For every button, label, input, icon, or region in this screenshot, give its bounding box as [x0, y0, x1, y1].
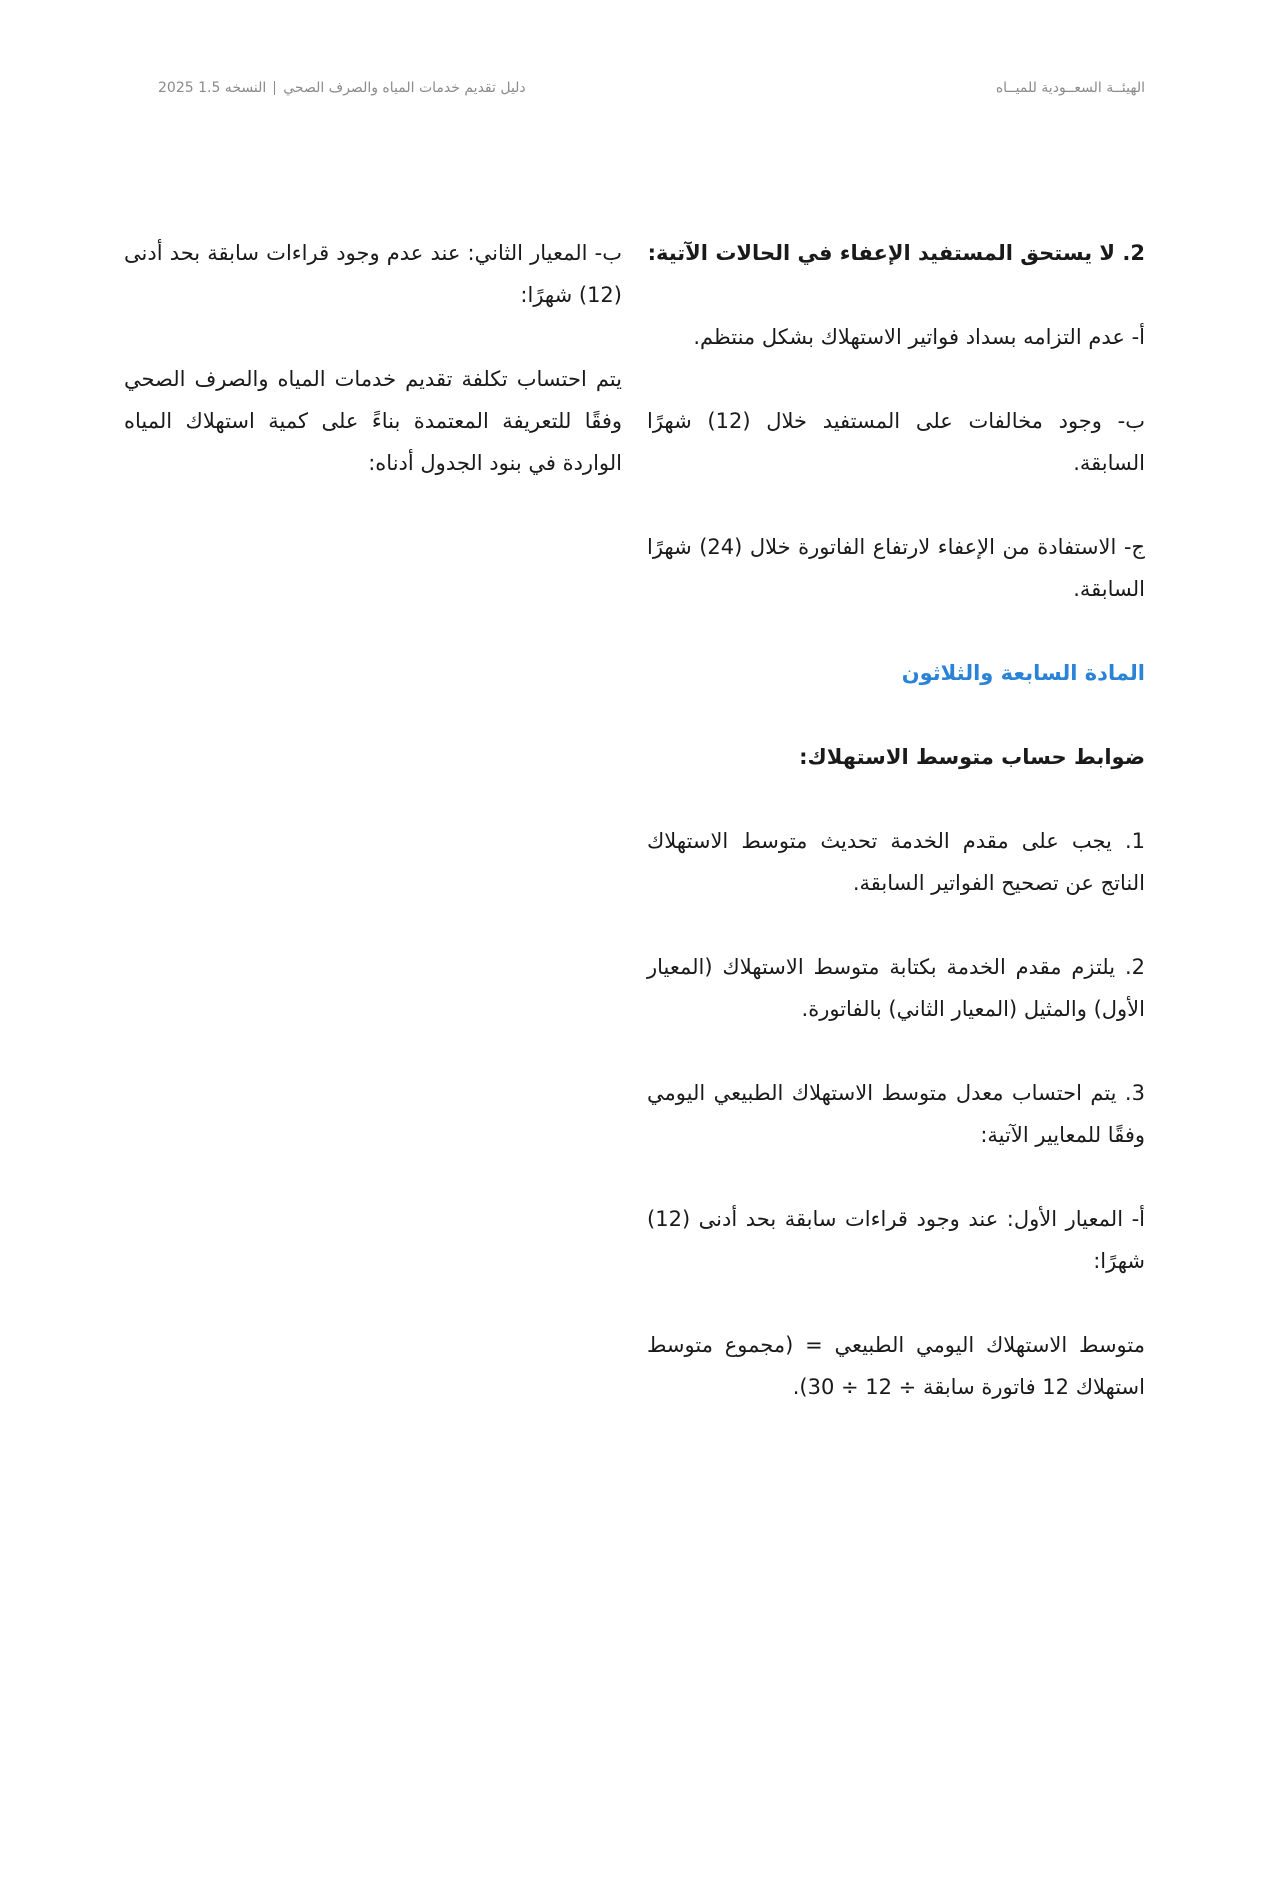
section-title: ضوابط حساب متوسط الاستهلاك: [799, 745, 1145, 769]
exclusion-item-c: ج- الاستفادة من الإعفاء لارتفاع الفاتورة خلال (24) شهرًا السابقة. [647, 535, 1145, 601]
exemption-exclusions-heading: 2. لا يستحق المستفيد الإعفاء في الحالات الآتية: [647, 241, 1145, 265]
exclusion-item-a: أ- عدم التزامه بسداد فواتير الاستهلاك بشكل منتظم. [693, 325, 1145, 349]
exclusion-item-b: ب- وجود مخالفات على المستفيد خلال (12) شهرًا السابقة. [647, 409, 1145, 475]
header-organization: الهيئــة السعــودية للميــاه [995, 80, 1145, 96]
rule-item-2: 2. يلتزم مقدم الخدمة بكتابة متوسط الاستهلاك (المعيار الأول) والمثيل (المعيار الثاني) بالفاتورة. [647, 955, 1145, 1021]
criterion-two-description: يتم احتساب تكلفة تقديم خدمات المياه والصرف الصحي وفقًا للتعريفة المعتمدة بناءً على كمية استهلاك المياه الواردة في بنود الجدول أدناه: [124, 367, 622, 475]
article-title: المادة السابعة والثلاثون [901, 661, 1145, 685]
rule-item-1: 1. يجب على مقدم الخدمة تحديث متوسط الاستهلاك الناتج عن تصحيح الفواتير السابقة. [647, 829, 1145, 895]
header-document-info [158, 80, 526, 96]
page-header [158, 80, 1145, 104]
rule-item-3: 3. يتم احتساب معدل متوسط الاستهلاك الطبيعي اليومي وفقًا للمعايير الآتية: [647, 1081, 1145, 1147]
header-document-title: دليل تقديم خدمات المياه والصرف الصحي [283, 80, 526, 96]
criterion-one: أ- المعيار الأول: عند وجود قراءات سابقة بحد أدنى (12) شهرًا: [647, 1207, 1145, 1273]
criterion-two: ب- المعيار الثاني: عند عدم وجود قراءات سابقة بحد أدنى (12) شهرًا: [124, 241, 622, 307]
header-separator [274, 81, 275, 95]
criterion-one-formula: متوسط الاستهلاك اليومي الطبيعي = (مجموع متوسط استهلاك 12 فاتورة سابقة ÷ 12 ÷ 30). [647, 1333, 1145, 1399]
header-version: النسخه 1.5 2025 [158, 80, 267, 96]
left-column [124, 232, 622, 526]
right-column [647, 232, 1145, 1450]
